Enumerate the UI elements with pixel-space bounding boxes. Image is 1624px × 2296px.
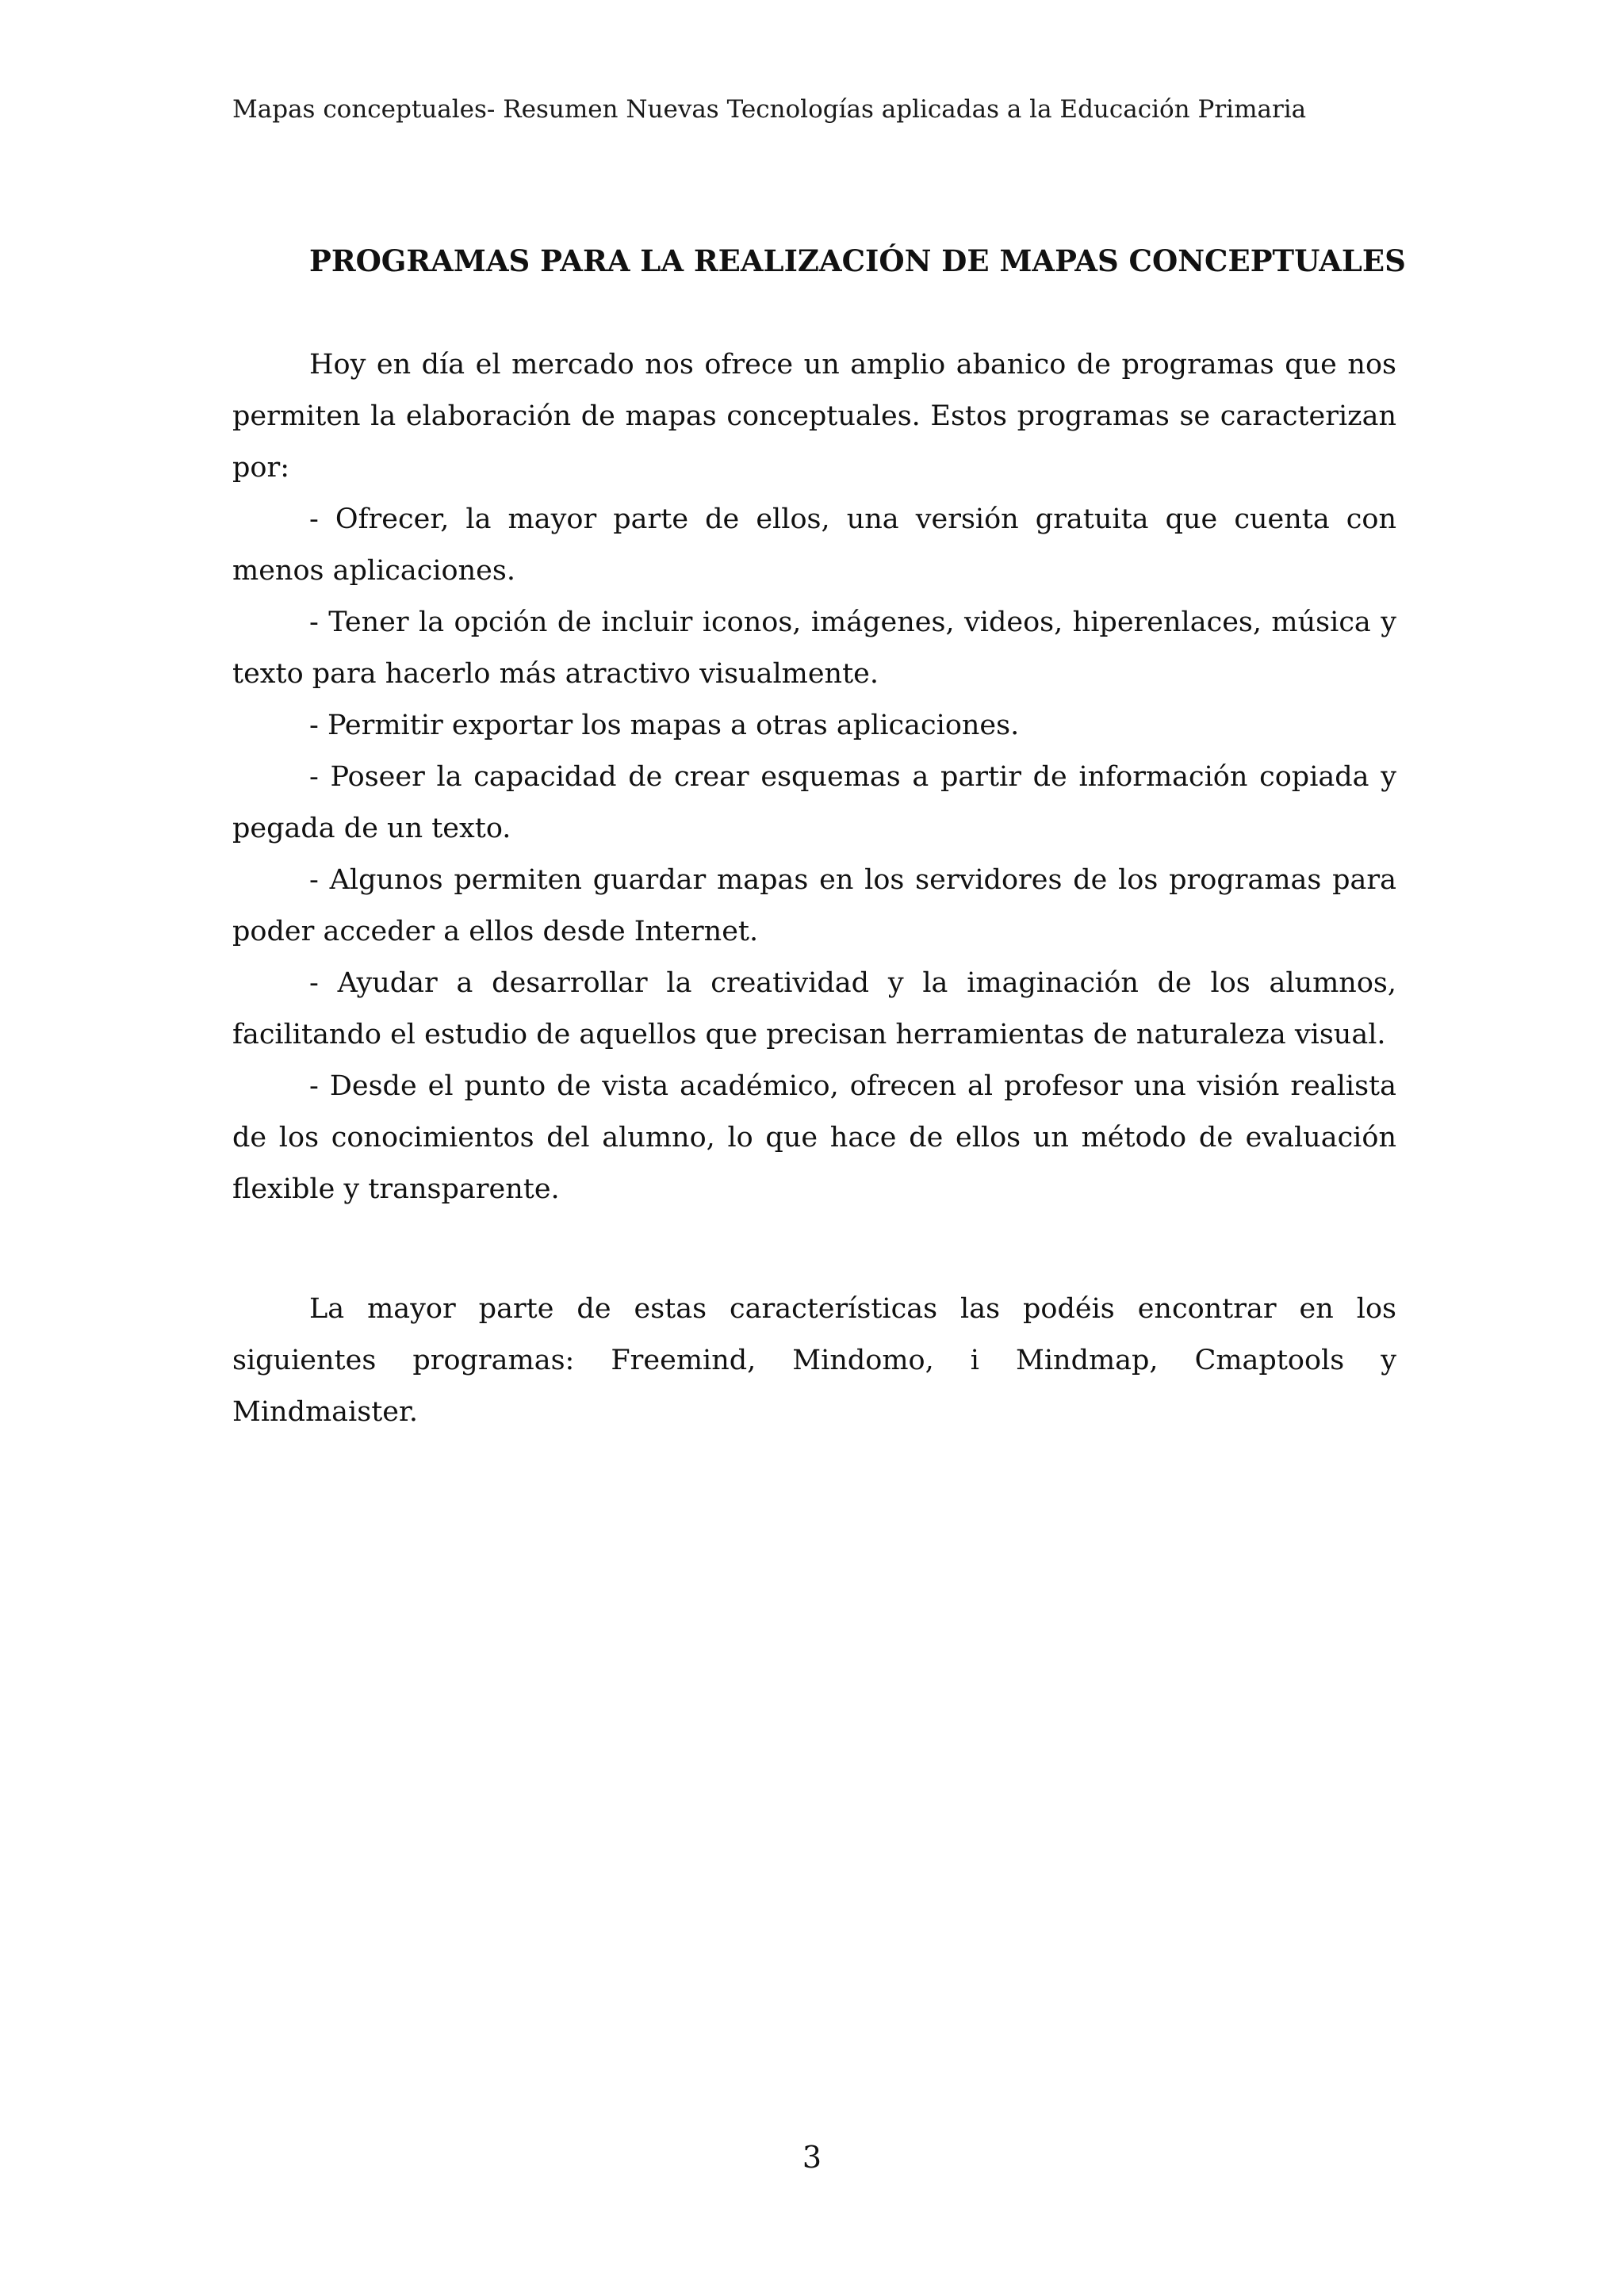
running-header: Mapas conceptuales- Resumen Nuevas Tecnologías aplicadas a la Educación Primaria <box>232 95 1307 124</box>
section-title: PROGRAMAS PARA LA REALIZACIÓN DE MAPAS CONCEPTUALES <box>309 243 1406 278</box>
feature-item-creativity: - Ayudar a desarrollar la creatividad y la imaginación de los alumnos, facilitando el estudio de aquellos que precisan herramientas de naturaleza visual. <box>232 967 1396 1050</box>
feature-item-free-version: - Ofrecer, la mayor parte de ellos, una versión gratuita que cuenta con menos aplicaciones. <box>232 503 1396 587</box>
feature-item-evaluation: - Desde el punto de vista académico, ofrecen al profesor una visión realista de los conocimientos del alumno, lo que hace de ellos un método de evaluación flexible y transparente. <box>232 1070 1396 1205</box>
feature-item-export: - Permitir exportar los mapas a otras aplicaciones. <box>309 710 1020 741</box>
page-number: 3 <box>802 2140 822 2175</box>
paragraph-spacer <box>232 1215 1396 1284</box>
intro-paragraph: Hoy en día el mercado nos ofrece un amplio abanico de programas que nos permiten la elaboración de mapas conceptuales. Estos programas se caracterizan por: <box>232 349 1396 484</box>
feature-item-multimedia: - Tener la opción de incluir iconos, imágenes, videos, hiperenlaces, música y texto para hacerlo más atractivo visualmente. <box>232 607 1396 690</box>
closing-paragraph: La mayor parte de estas características las podéis encontrar en los siguientes programas: Freemind, Mindomo, i Mindmap, Cmaptools y Mindmaister. <box>232 1293 1396 1428</box>
feature-item-copy-paste: - Poseer la capacidad de crear esquemas a partir de información copiada y pegada de un texto. <box>232 761 1396 844</box>
document-body <box>232 339 1396 1438</box>
feature-item-cloud-storage: - Algunos permiten guardar mapas en los servidores de los programas para poder acceder a ellos desde Internet. <box>232 864 1396 947</box>
